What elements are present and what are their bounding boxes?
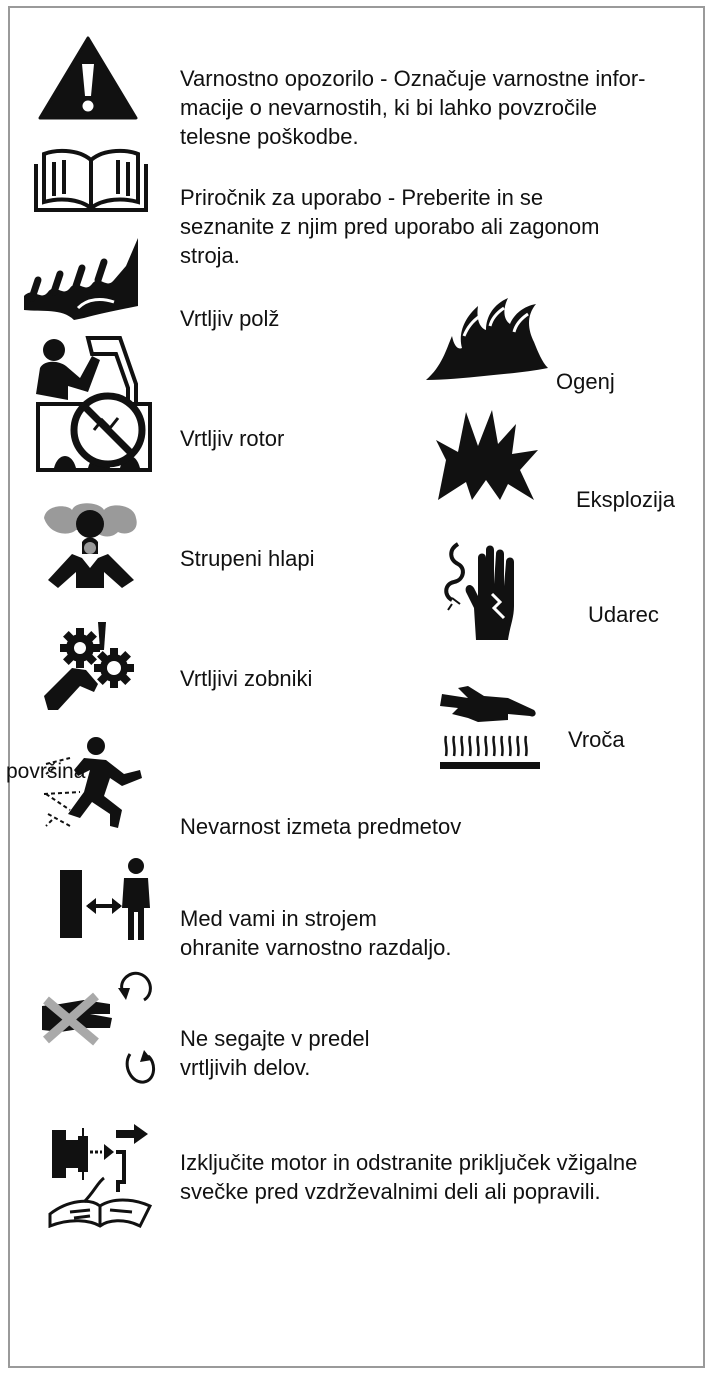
explosion-icon (436, 410, 540, 500)
fumes-text: Strupeni hlapi (180, 546, 315, 571)
fire-label: Ogenj (556, 369, 615, 394)
rotating-gears-icon (44, 620, 136, 712)
safety-alert-text: Varnostno opozorilo - Označuje varnostne infor- macije o nevarnostih, ki bi lahko povzročile telesne poškodbe. (180, 66, 646, 149)
keep-distance-icon (58, 856, 154, 940)
rotating-rotor-icon (32, 334, 156, 476)
rotating-auger-icon (22, 236, 140, 322)
thrown-objects-overlap-label: površina (6, 760, 86, 783)
disconnect-spark-plug-icon (44, 1122, 156, 1228)
gears-text: Vrtljivi zobniki (180, 666, 313, 691)
toxic-fumes-icon (42, 502, 140, 588)
hot-label: Vroča (568, 727, 625, 752)
disconnect-text: Izključite motor in odstranite priključek vžigalne svečke pred vzdrževalnimi deli ali popravili. (180, 1150, 638, 1204)
warning-triangle-icon (38, 36, 138, 120)
rotor-text: Vrtljiv rotor (180, 426, 285, 451)
fire-icon (424, 296, 550, 382)
shock-label: Udarec (588, 602, 659, 627)
explosion-label: Eksplozija (576, 487, 676, 512)
thrown-objects-text: Nevarnost izmeta predmetov (180, 814, 462, 839)
manual-text: Priročnik za uporabo - Preberite in se seznanite z njim pred uporabo ali zagonom stroja. (180, 185, 600, 268)
distance-text: Med vami in strojem ohranite varnostno razdaljo. (180, 906, 452, 960)
open-book-icon (32, 146, 150, 214)
electric-shock-icon (442, 542, 522, 642)
hot-surface-icon (438, 684, 542, 774)
no-reach-text: Ne segajte v predel vrtljivih delov. (180, 1026, 370, 1080)
no-reach-rotating-parts-icon (40, 970, 156, 1090)
auger-text: Vrtljiv polž (180, 306, 280, 331)
